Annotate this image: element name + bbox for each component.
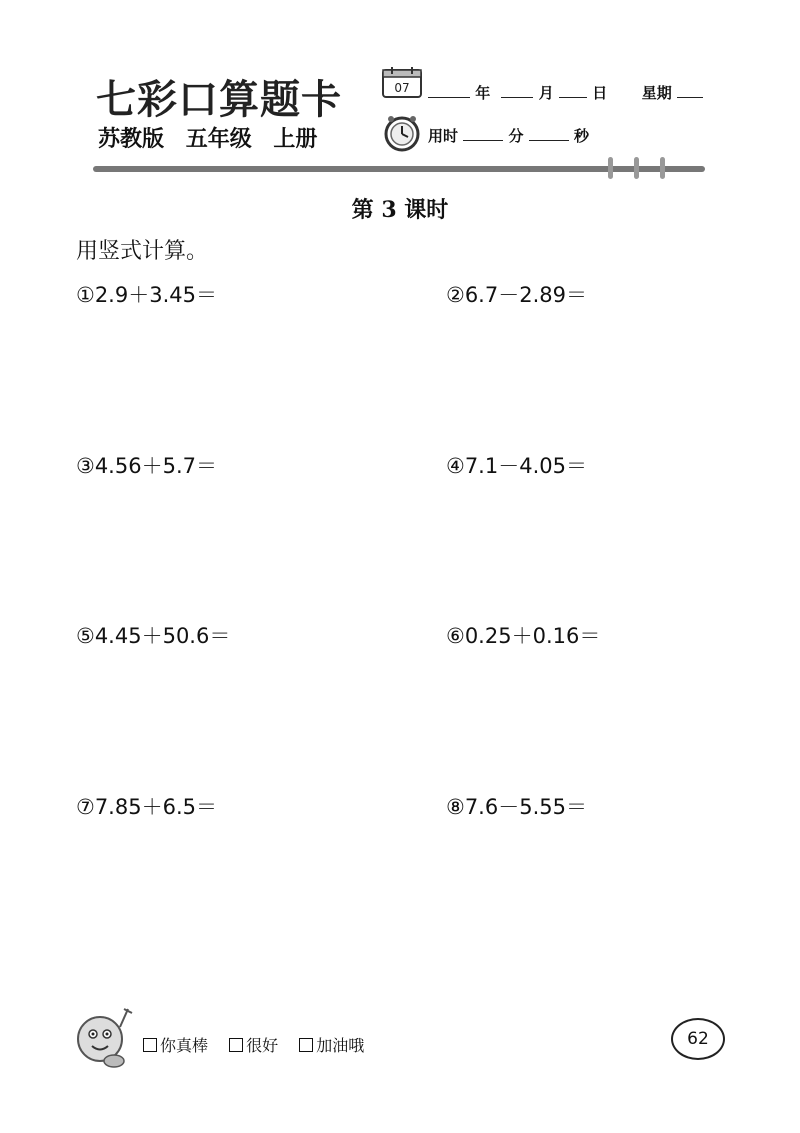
time-fields xyxy=(428,125,589,146)
problem-8: ⑧7.6－5.55＝ xyxy=(446,795,587,819)
edition-info xyxy=(98,122,331,153)
clock-icon xyxy=(383,114,421,152)
checkbox-icon[interactable] xyxy=(229,1038,243,1052)
year-blank xyxy=(428,85,470,98)
weekday-label: 星期 xyxy=(641,84,672,102)
checkbox-icon[interactable] xyxy=(299,1038,313,1052)
weekday-blank xyxy=(677,85,703,98)
minutes-blank xyxy=(463,128,503,141)
month-blank xyxy=(501,85,533,98)
header-divider xyxy=(93,166,705,172)
binder-ring-icon xyxy=(608,157,613,179)
month-label: 月 xyxy=(538,84,554,102)
rating-label: 很好 xyxy=(246,1036,279,1055)
used-time-label: 用时 xyxy=(428,127,459,145)
minutes-label: 分 xyxy=(508,127,524,145)
problem-1: ①2.9＋3.45＝ xyxy=(76,283,217,307)
rating-label: 你真棒 xyxy=(160,1036,209,1055)
problem-7: ⑦7.85＋6.5＝ xyxy=(76,795,217,819)
seconds-label: 秒 xyxy=(573,127,589,145)
problem-6: ⑥0.25＋0.16＝ xyxy=(446,624,601,648)
calendar-icon xyxy=(382,66,422,98)
problem-4: ④7.1－4.05＝ xyxy=(446,454,587,478)
grade-label: 五年级 xyxy=(185,127,252,152)
problem-3: ③4.56＋5.7＝ xyxy=(76,454,217,478)
year-label: 年 xyxy=(475,84,491,102)
checkbox-icon[interactable] xyxy=(143,1038,157,1052)
date-fields xyxy=(428,82,703,103)
instruction-text: 用竖式计算。 xyxy=(76,239,209,264)
volume-label: 上册 xyxy=(273,127,318,152)
mascot-icon xyxy=(70,1005,134,1071)
lesson-title: 第 3 课时 xyxy=(351,197,449,223)
rating-option-keep-going[interactable] xyxy=(299,1036,364,1055)
publisher-label: 苏教版 xyxy=(98,127,165,152)
page-number: 62 xyxy=(671,1018,725,1060)
day-label: 日 xyxy=(592,84,608,102)
rating-option-good[interactable] xyxy=(229,1036,278,1055)
day-blank xyxy=(559,85,587,98)
rating-label: 加油哦 xyxy=(316,1036,365,1055)
binder-ring-icon xyxy=(634,157,639,179)
problem-5: ⑤4.45＋50.6＝ xyxy=(76,624,231,648)
seconds-blank xyxy=(529,128,569,141)
brand-title: 七彩口算题卡 xyxy=(96,76,342,123)
self-rating-options xyxy=(143,1033,380,1056)
calendar-icon-text: 07 xyxy=(394,81,410,95)
rating-option-great[interactable] xyxy=(143,1036,208,1055)
binder-ring-icon xyxy=(660,157,665,179)
problem-2: ②6.7－2.89＝ xyxy=(446,283,587,307)
